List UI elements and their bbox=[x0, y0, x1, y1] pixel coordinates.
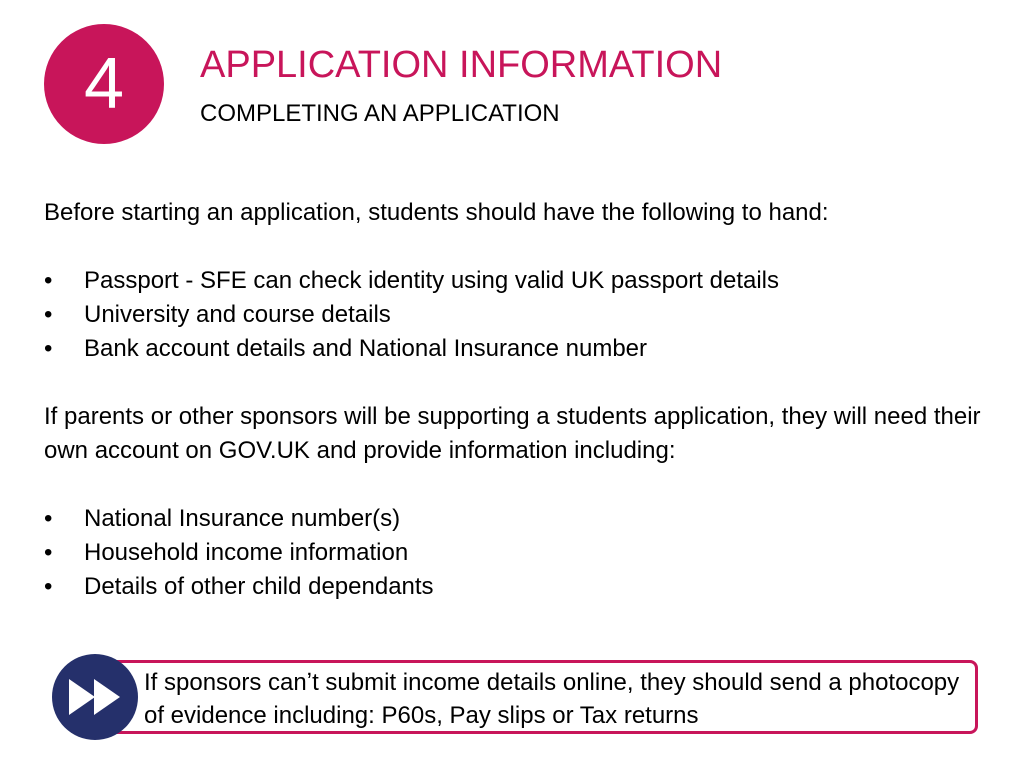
slide-subtitle: COMPLETING AN APPLICATION bbox=[200, 100, 560, 127]
list-item: • Bank account details and National Insurance number bbox=[44, 332, 994, 366]
slide-body bbox=[44, 196, 994, 604]
list-item: • Passport - SFE can check identity using valid UK passport details bbox=[44, 264, 994, 298]
fast-forward-icon bbox=[52, 654, 138, 740]
sponsors-paragraph: If parents or other sponsors will be supporting a students application, they will need their own account on GOV.UK and provide information including: bbox=[44, 403, 981, 464]
section-number: 4 bbox=[83, 44, 125, 124]
list-item: • Details of other child dependants bbox=[44, 570, 994, 604]
bullet-icon: • bbox=[44, 573, 53, 600]
list-item: • National Insurance number(s) bbox=[44, 502, 994, 536]
bullet-icon: • bbox=[44, 335, 53, 362]
callout-box bbox=[86, 660, 978, 734]
bullet-icon: • bbox=[44, 267, 53, 294]
intro-paragraph: Before starting an application, students should have the following to hand: bbox=[44, 199, 829, 226]
documents-list bbox=[44, 264, 994, 366]
bullet-icon: • bbox=[44, 505, 53, 532]
sponsor-info-list bbox=[44, 502, 994, 604]
bullet-icon: • bbox=[44, 301, 53, 328]
list-item: • University and course details bbox=[44, 298, 994, 332]
list-item: • Household income information bbox=[44, 536, 994, 570]
section-number-badge bbox=[44, 24, 164, 144]
bullet-icon: • bbox=[44, 539, 53, 566]
slide-title: APPLICATION INFORMATION bbox=[200, 44, 723, 86]
callout-text: If sponsors canʼt submit income details online, they should send a photocopy of evidence including: P60s, Pay slips or Tax returns bbox=[144, 669, 960, 729]
